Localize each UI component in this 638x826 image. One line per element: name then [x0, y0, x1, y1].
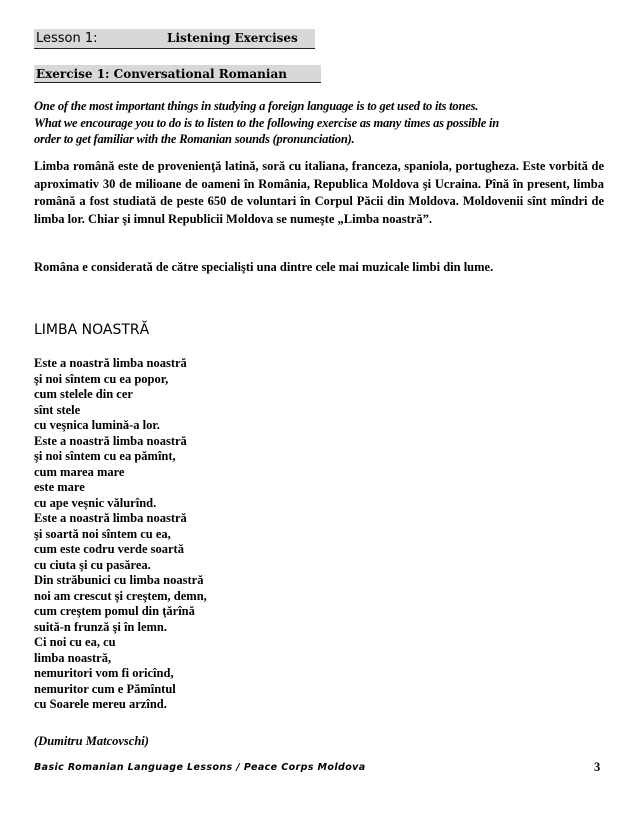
poem-line: şi noi sîntem cu ea pămînt, [34, 449, 176, 463]
poem-line: cu Soarele mereu arzînd. [34, 697, 167, 711]
poem-line: suită-n frunză şi în lemn. [34, 619, 168, 634]
poem-line: noi am crescut şi creştem, demn, [34, 588, 207, 603]
poem-line: nemuritori vom fi oricînd, [34, 666, 174, 680]
exercise-title: Exercise 1: Conversational Romanian [34, 65, 321, 83]
poem-line: cu veşnica lumină-a lor. [34, 418, 160, 432]
intro-text [34, 98, 604, 148]
paragraph-romanian-origin: Limba română este de provenienţă latină, soră cu italiana, franceza, spaniola, portugheza. Este vorbită de aproximativ 30 de milioane de oameni în România, Republica Moldova şi Ucraina. Pînă în present, limba română a fost studiată de peste 650 de voluntari în Corpul Păcii din Moldova. Moldovenii sînt mîndri de limba lor. Chiar şi imnul Republicii Moldova se numeşte „Limba noastră”. [34, 159, 604, 226]
poem-line: şi noi sîntem cu ea popor, [34, 371, 169, 386]
lesson-header [34, 29, 315, 49]
poem-line: cum creştem pomul din ţărînă [34, 604, 195, 618]
intro-line: What we encourage you to do is to listen to the following exercise as many times as possible in [34, 115, 500, 130]
poem-title: LIMBA NOASTRĂ [34, 322, 150, 338]
poem-author: (Dumitru Matcovschi) [34, 734, 149, 748]
lesson-topic: Listening Exercises [167, 31, 298, 45]
poem-line: cu ape veşnic vălurînd. [34, 495, 157, 510]
footer-text: Basic Romanian Language Lessons / Peace Corps Moldova [34, 762, 366, 773]
poem-line: nemuritor cum e Pămîntul [34, 681, 176, 696]
poem-line: limba noastră, [34, 650, 112, 665]
page-number: 3 [594, 760, 601, 774]
poem-line: Este a noastră limba noastră [34, 433, 187, 448]
poem-body [34, 356, 334, 713]
poem-line: cum este codru verde soartă [34, 542, 184, 556]
poem-line: este mare [34, 480, 85, 494]
paragraph-musical-language: Româna e considerată de către specialişti una dintre cele mai muzicale limbi din lume. [34, 260, 494, 274]
poem-line: Din străbunici cu limba noastră [34, 573, 204, 587]
poem-line: Este a noastră limba noastră [34, 511, 187, 525]
intro-line: order to get familiar with the Romanian sounds (pronunciation). [34, 132, 355, 146]
poem-line: Este a noastră limba noastră [34, 356, 187, 370]
lesson-label: Lesson 1: [36, 31, 98, 46]
poem-line: cum marea mare [34, 464, 125, 479]
poem-line: cu ciuta şi cu pasărea. [34, 557, 151, 572]
poem-line: cum stelele din cer [34, 387, 133, 401]
intro-line: One of the most important things in studying a foreign language is to get used to its tones. [34, 99, 479, 113]
poem-line: sînt stele [34, 402, 81, 417]
poem-line: Ci noi cu ea, cu [34, 635, 116, 649]
poem-line: şi soartă noi sîntem cu ea, [34, 526, 171, 541]
